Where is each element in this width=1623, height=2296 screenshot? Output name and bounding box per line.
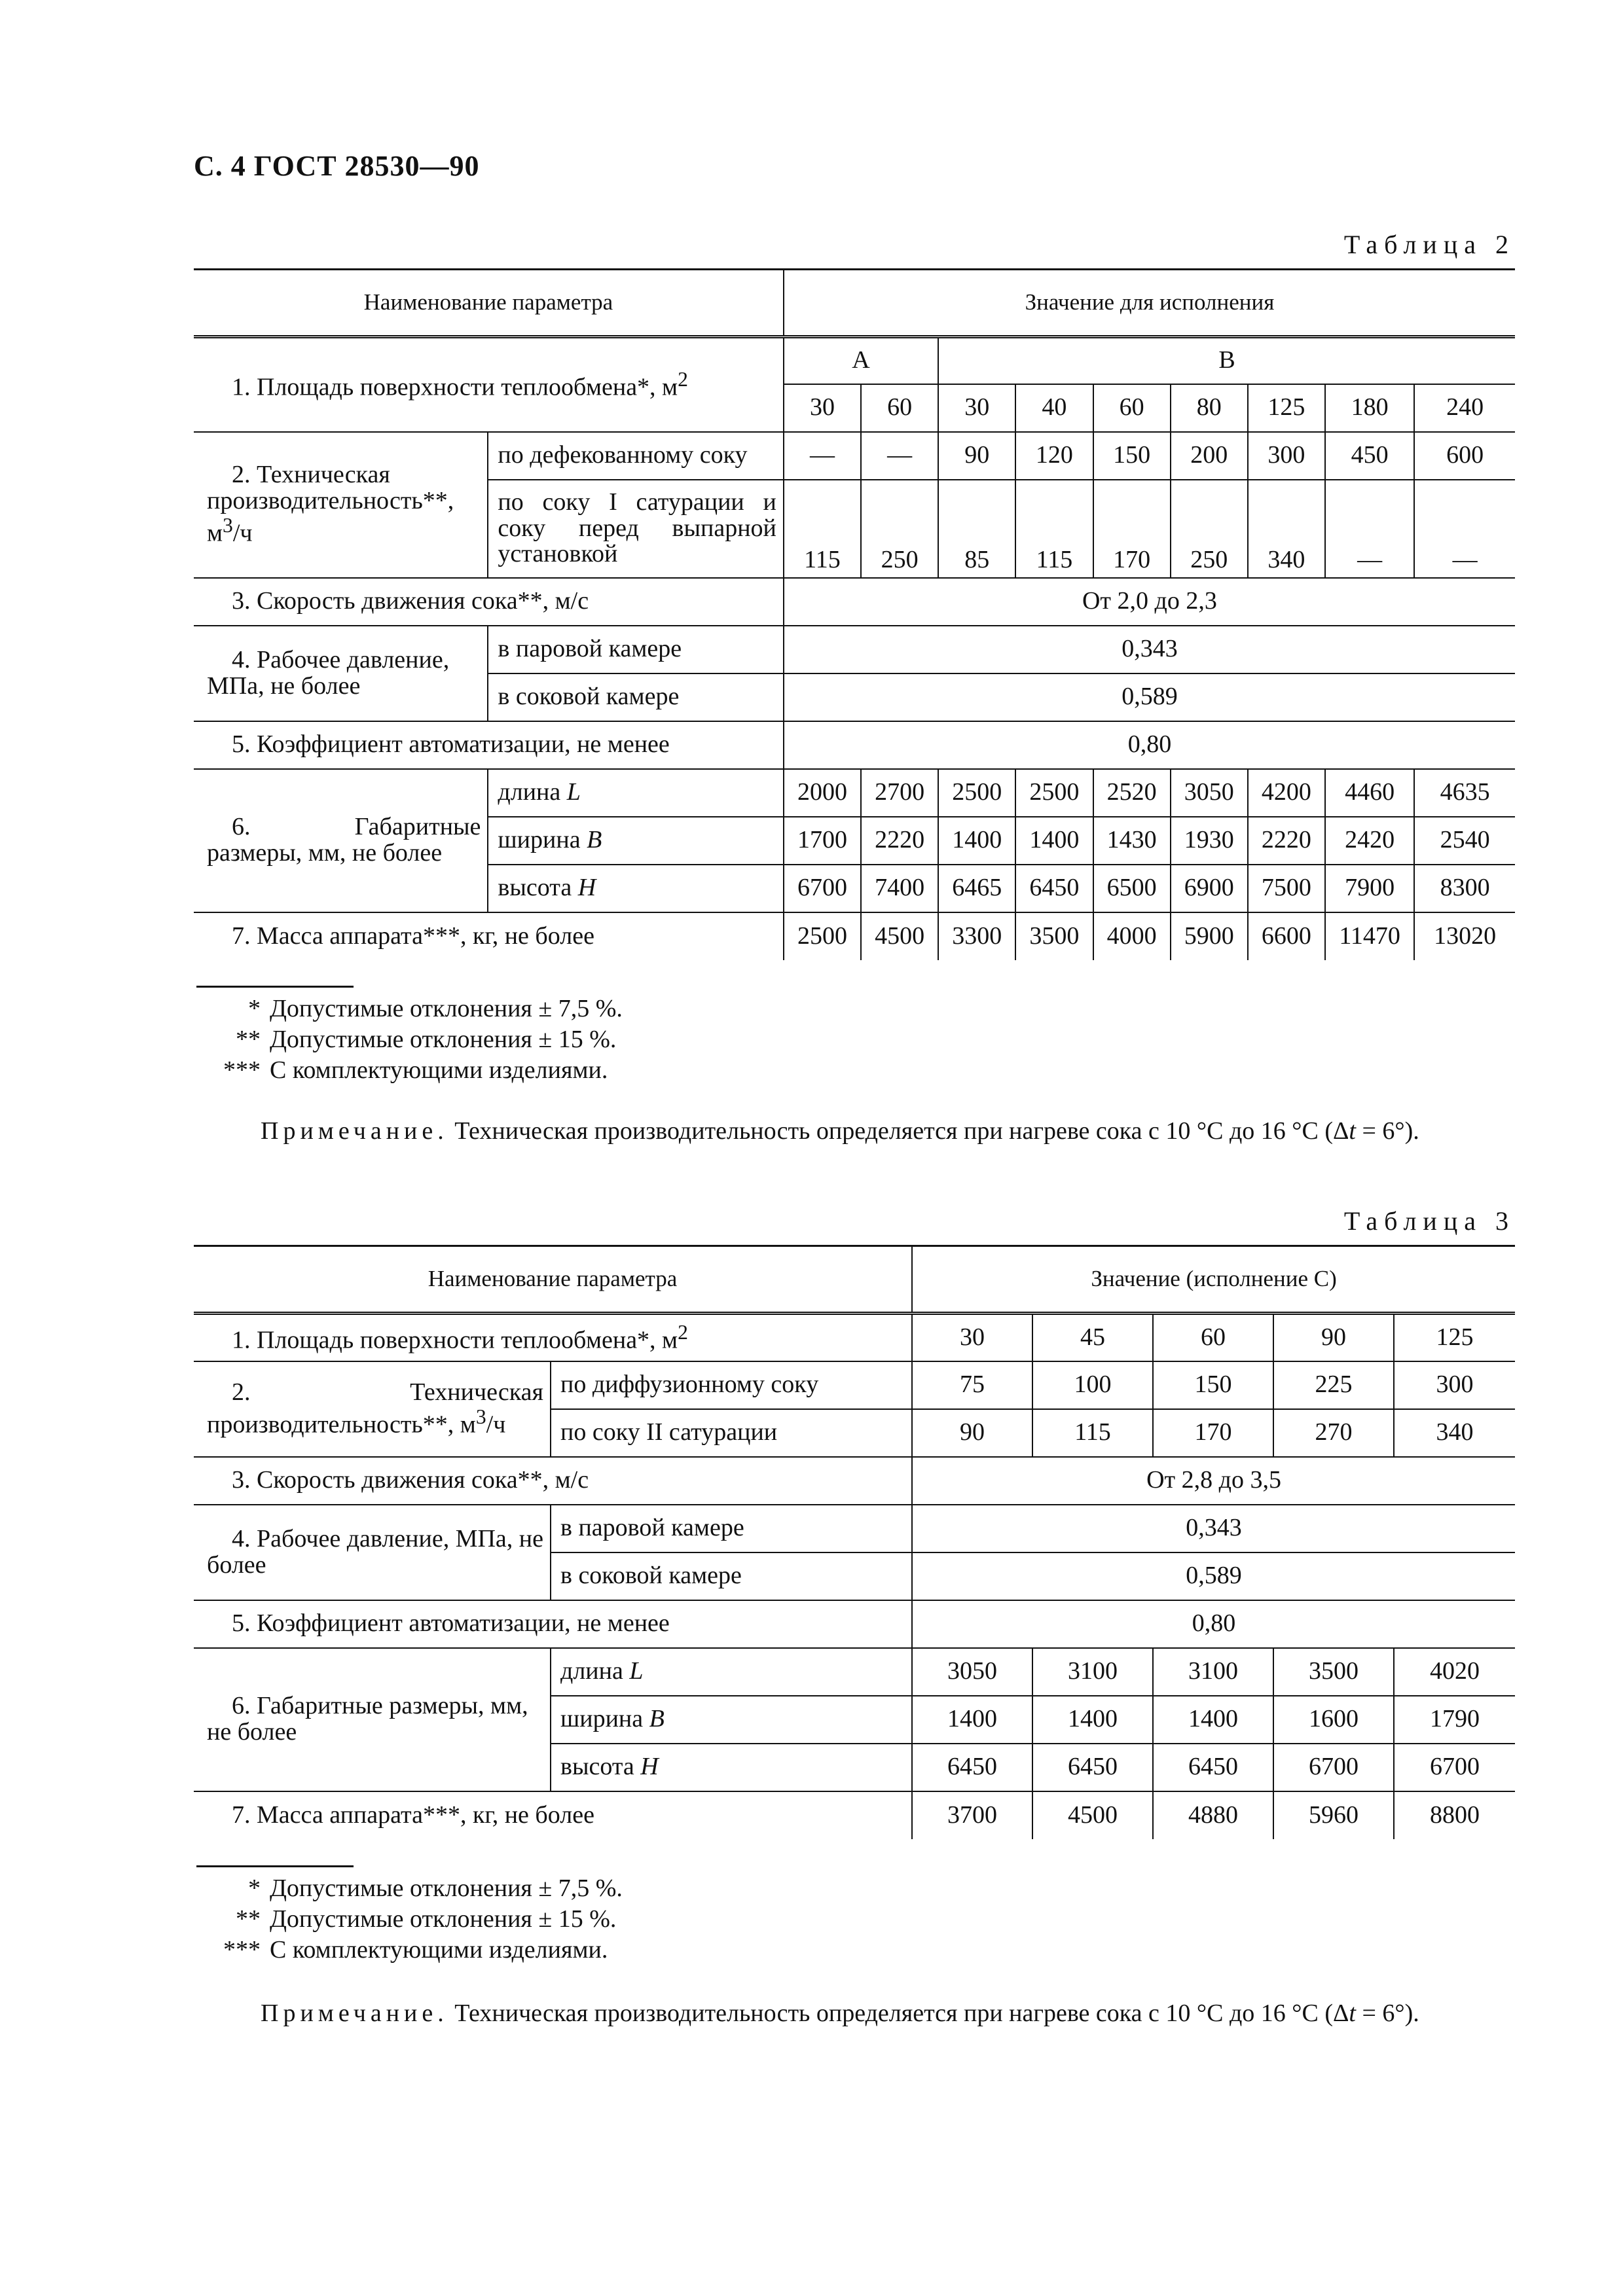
- table2-press-label: 4. Рабочее давление, МПа, не более: [194, 626, 488, 721]
- table3-prod-label: 2. Техническая производительность**, $м^3/ч$: [194, 1361, 551, 1457]
- table2-mass-value: 3500: [1015, 912, 1093, 960]
- table3-press-sub1: в паровой камере: [551, 1505, 912, 1552]
- table2-dim-value: 2220: [861, 817, 938, 865]
- table2-dim-value: 6450: [1015, 865, 1093, 912]
- table2-prod-value: 600: [1414, 432, 1515, 480]
- table2-dim-value: 2540: [1414, 817, 1515, 865]
- table2-dim-value: 6500: [1093, 865, 1171, 912]
- table2-press-sub2: в соковой камере: [488, 673, 783, 721]
- table3-mass-value: 4500: [1032, 1791, 1153, 1839]
- footnote-divider: [196, 986, 354, 988]
- table3-dim-width: ширина B: [551, 1696, 912, 1744]
- table3-dim-value: 1790: [1394, 1696, 1515, 1744]
- table2-area-value: 60: [861, 384, 938, 432]
- table2-prod-value: —: [1414, 480, 1515, 578]
- table3-prod-value: 225: [1273, 1361, 1394, 1409]
- table3: [194, 1245, 1515, 1839]
- table2-mass-value: 2500: [784, 912, 861, 960]
- table2-prod-value: 450: [1325, 432, 1414, 480]
- table3-prod-value: 150: [1153, 1361, 1273, 1409]
- table2-dim-label: 6. Габаритные размеры, мм, не более: [194, 769, 488, 912]
- table3-area-value: 45: [1032, 1314, 1153, 1361]
- table2-press-sub1: в паровой камере: [488, 626, 783, 673]
- table2-prod-value: 250: [1171, 480, 1248, 578]
- table3-mass-value: 4880: [1153, 1791, 1273, 1839]
- table3-area-label: 1. Площадь поверхности теплообмена*, $м^2$: [194, 1314, 912, 1361]
- table3-mass-value: 3700: [912, 1791, 1032, 1839]
- table3-prod-value: 170: [1153, 1409, 1273, 1457]
- table2-dim-value: 7400: [861, 865, 938, 912]
- table2-mass-value: 5900: [1171, 912, 1248, 960]
- table2-dim-value: 2520: [1093, 769, 1171, 817]
- table3-dim-value: 3050: [912, 1648, 1032, 1696]
- table2-prod-value: 250: [861, 480, 938, 578]
- table2-area-value: 30: [938, 384, 1015, 432]
- table3-dim-value: 1400: [1153, 1696, 1273, 1744]
- table2-prod-value: 115: [1015, 480, 1093, 578]
- table2-dim-value: 2420: [1325, 817, 1414, 865]
- table2-mass-value: 4500: [861, 912, 938, 960]
- table3-dim-value: 6450: [912, 1744, 1032, 1791]
- table3-prod-value: 75: [912, 1361, 1032, 1409]
- table2-prod-value: —: [861, 432, 938, 480]
- table2-dim-value: 1400: [938, 817, 1015, 865]
- table2-speed-value: От 2,0 до 2,3: [784, 578, 1515, 626]
- table3-mass-value: 8800: [1394, 1791, 1515, 1839]
- table2-prod-value: —: [1325, 480, 1414, 578]
- table2-mass-value: 11470: [1325, 912, 1414, 960]
- table2-dim-value: 2500: [1015, 769, 1093, 817]
- table2-area-value: 180: [1325, 384, 1414, 432]
- table2-dim-value: 1700: [784, 817, 861, 865]
- table3-dim-value: 3100: [1153, 1648, 1273, 1696]
- table2-dim-value: 6700: [784, 865, 861, 912]
- table2-area-label: 1. Площадь поверхности теплообмена*, $м^2$: [194, 337, 784, 432]
- table3-mass-label: 7. Масса аппарата***, кг, не более: [194, 1791, 912, 1839]
- table3-press-label: 4. Рабочее давление, МПа, не более: [194, 1505, 551, 1600]
- table2: [194, 268, 1515, 960]
- table3-press-value1: 0,343: [912, 1505, 1515, 1552]
- table3-prod-value: 90: [912, 1409, 1032, 1457]
- footnote-divider: [196, 1865, 354, 1867]
- table2-press-value2: 0,589: [784, 673, 1515, 721]
- table2-mass-value: 6600: [1248, 912, 1325, 960]
- table2-caption: Таблица 2: [1343, 230, 1515, 259]
- table2-dim-value: 2500: [938, 769, 1015, 817]
- table3-area-value: 30: [912, 1314, 1032, 1361]
- table2-area-value: 60: [1093, 384, 1171, 432]
- table2-area-value: 30: [784, 384, 861, 432]
- table3-area-value: 90: [1273, 1314, 1394, 1361]
- table2-dim-width: ширина B: [488, 817, 783, 865]
- table2-area-value: 125: [1248, 384, 1325, 432]
- table3-dim-value: 1400: [912, 1696, 1032, 1744]
- table3-dim-value: 6700: [1394, 1744, 1515, 1791]
- table2-prod-value: 150: [1093, 432, 1171, 480]
- table3-dim-value: 3100: [1032, 1648, 1153, 1696]
- table3-dim-value: 6450: [1032, 1744, 1153, 1791]
- table3-head-value: Значение (исполнение С): [912, 1246, 1515, 1314]
- table3-mass-value: 5960: [1273, 1791, 1394, 1839]
- table2-group-b: В: [938, 337, 1515, 384]
- table2-dim-height: высота H: [488, 865, 783, 912]
- table3-prod-value: 115: [1032, 1409, 1153, 1457]
- table3-dim-value: 6700: [1273, 1744, 1394, 1791]
- table3-caption: Таблица 3: [1343, 1206, 1515, 1236]
- table2-area-value: 240: [1414, 384, 1515, 432]
- table2-dim-value: 4200: [1248, 769, 1325, 817]
- table2-auto-value: 0,80: [784, 721, 1515, 769]
- table3-footnotes: * Допустимые отклонения ± 7,5 %. ** Допустимые отклонения ± 15 %. *** С комплектующими изделиями.: [223, 1874, 623, 1964]
- table3-dim-value: 4020: [1394, 1648, 1515, 1696]
- table2-mass-label: 7. Масса аппарата***, кг, не более: [194, 912, 784, 960]
- table2-dim-value: 1400: [1015, 817, 1093, 865]
- table3-auto-label: 5. Коэффициент автоматизации, не менее: [194, 1600, 912, 1648]
- table3-prod-value: 300: [1394, 1361, 1515, 1409]
- table2-prod-value: —: [784, 432, 861, 480]
- table2-dim-value: 1430: [1093, 817, 1171, 865]
- table2-head-param: Наименование параметра: [194, 270, 784, 337]
- table2-prod-value: 90: [938, 432, 1015, 480]
- table3-speed-label: 3. Скорость движения сока**, м/с: [194, 1457, 912, 1505]
- table3-prod-sub1: по диффузионному соку: [551, 1361, 912, 1409]
- table3-prod-value: 100: [1032, 1361, 1153, 1409]
- table2-dim-value: 4635: [1414, 769, 1515, 817]
- table3-dim-value: 3500: [1273, 1648, 1394, 1696]
- table2-prod-value: 170: [1093, 480, 1171, 578]
- table2-dim-value: 6465: [938, 865, 1015, 912]
- table2-prod-value: 340: [1248, 480, 1325, 578]
- table3-dim-height: высота H: [551, 1744, 912, 1791]
- table3-auto-value: 0,80: [912, 1600, 1515, 1648]
- table2-prod-label: 2. Техническая производительность**, $м^3/ч$: [194, 432, 488, 578]
- table3-dim-label: 6. Габаритные размеры, мм, не более: [194, 1648, 551, 1791]
- table2-mass-value: 3300: [938, 912, 1015, 960]
- table2-dim-value: 4460: [1325, 769, 1414, 817]
- table2-dim-value: 7500: [1248, 865, 1325, 912]
- table2-press-value1: 0,343: [784, 626, 1515, 673]
- table3-area-value: 60: [1153, 1314, 1273, 1361]
- table2-dim-value: 2000: [784, 769, 861, 817]
- table3-prod-value: 340: [1394, 1409, 1515, 1457]
- table2-prod-sub1: по дефекованному соку: [488, 432, 783, 480]
- table3-dim-length: длина L: [551, 1648, 912, 1696]
- table2-dim-value: 3050: [1171, 769, 1248, 817]
- table2-head-value: Значение для исполнения: [784, 270, 1515, 337]
- table2-area-value: 40: [1015, 384, 1093, 432]
- table2-note: Примечание. Техническая производительность определяется при нагреве сока с 10 °С до 16 °С (Δt = 6°).: [261, 1117, 1419, 1145]
- table2-prod-value: 120: [1015, 432, 1093, 480]
- table3-dim-value: 1600: [1273, 1696, 1394, 1744]
- table2-prod-value: 85: [938, 480, 1015, 578]
- table3-press-sub2: в соковой камере: [551, 1552, 912, 1600]
- table2-dim-value: 2700: [861, 769, 938, 817]
- table2-mass-value: 13020: [1414, 912, 1515, 960]
- page-header: С. 4 ГОСТ 28530—90: [194, 150, 480, 182]
- table3-prod-value: 270: [1273, 1409, 1394, 1457]
- table3-area-value: 125: [1394, 1314, 1515, 1361]
- table2-dim-value: 7900: [1325, 865, 1414, 912]
- table2-area-value: 80: [1171, 384, 1248, 432]
- table2-prod-value: 115: [784, 480, 861, 578]
- table2-dim-value: 2220: [1248, 817, 1325, 865]
- table2-group-a: А: [784, 337, 938, 384]
- table3-dim-value: 6450: [1153, 1744, 1273, 1791]
- table2-dim-value: 8300: [1414, 865, 1515, 912]
- table3-prod-sub2: по соку II сатурации: [551, 1409, 912, 1457]
- table2-prod-sub2: по соку I сатурации и соку перед выпарной установкой: [488, 480, 783, 578]
- table2-speed-label: 3. Скорость движения сока**, м/с: [194, 578, 784, 626]
- table2-dim-length: длина L: [488, 769, 783, 817]
- table3-head-param: Наименование параметра: [194, 1246, 912, 1314]
- table2-auto-label: 5. Коэффициент автоматизации, не менее: [194, 721, 784, 769]
- table2-prod-value: 300: [1248, 432, 1325, 480]
- table3-press-value2: 0,589: [912, 1552, 1515, 1600]
- table2-mass-value: 4000: [1093, 912, 1171, 960]
- table3-dim-value: 1400: [1032, 1696, 1153, 1744]
- table2-prod-value: 200: [1171, 432, 1248, 480]
- table3-speed-value: От 2,8 до 3,5: [912, 1457, 1515, 1505]
- table2-dim-value: 1930: [1171, 817, 1248, 865]
- table2-dim-value: 6900: [1171, 865, 1248, 912]
- table3-note: Примечание. Техническая производительность определяется при нагреве сока с 10 °С до 16 °С (Δt = 6°).: [261, 2000, 1419, 2027]
- table2-footnotes: * Допустимые отклонения ± 7,5 %. ** Допустимые отклонения ± 15 %. *** С комплектующими изделиями.: [223, 995, 623, 1084]
